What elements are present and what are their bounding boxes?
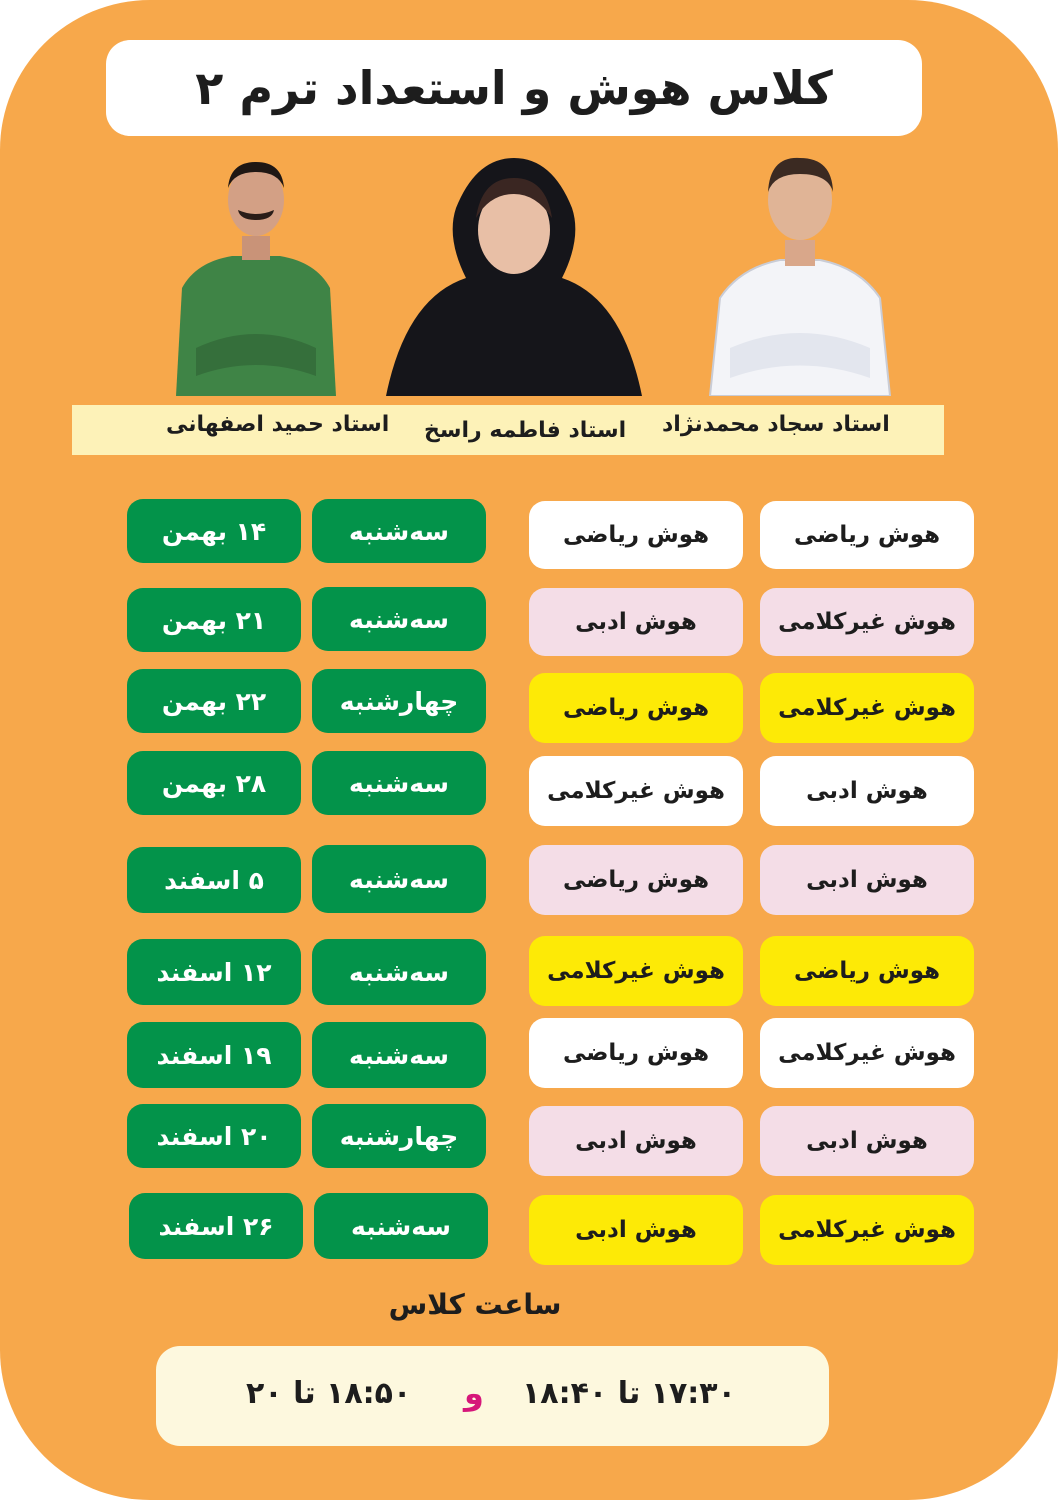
page-title: کلاس هوش و استعداد ترم ۲: [195, 61, 833, 115]
teacher-name-1: استاد سجاد محمدنژاد: [662, 412, 890, 437]
teacher-name-2: استاد فاطمه راسخ: [424, 418, 627, 443]
row6-subject-a: هوش ریاضی: [760, 936, 974, 1006]
row7-subject-b: هوش ریاضی: [529, 1018, 743, 1088]
row1-day: سه‌شنبه: [312, 499, 486, 563]
row4-subject-b: هوش غیرکلامی: [529, 756, 743, 826]
class-hours-second: ۱۸:۵۰ تا ۲۰: [246, 1376, 412, 1411]
row4-day: سه‌شنبه: [312, 751, 486, 815]
class-hours-and: و: [464, 1374, 484, 1412]
row1-date: ۱۴ بهمن: [127, 499, 301, 563]
class-hours-label: ساعت کلاس: [388, 1288, 562, 1321]
row2-subject-a: هوش غیرکلامی: [760, 588, 974, 656]
row3-day: چهارشنبه: [312, 669, 486, 733]
row4-date: ۲۸ بهمن: [127, 751, 301, 815]
row7-date: ۱۹ اسفند: [127, 1022, 301, 1088]
row1-subject-b: هوش ریاضی: [529, 501, 743, 569]
row6-day: سه‌شنبه: [312, 939, 486, 1005]
row5-day: سه‌شنبه: [312, 845, 486, 913]
row1-subject-a: هوش ریاضی: [760, 501, 974, 569]
row7-subject-a: هوش غیرکلامی: [760, 1018, 974, 1088]
row6-subject-b: هوش غیرکلامی: [529, 936, 743, 1006]
teacher-photo-black-scarf: [386, 148, 642, 396]
row3-subject-b: هوش ریاضی: [529, 673, 743, 743]
row3-date: ۲۲ بهمن: [127, 669, 301, 733]
row9-day: سه‌شنبه: [314, 1193, 488, 1259]
row2-date: ۲۱ بهمن: [127, 588, 301, 652]
row8-date: ۲۰ اسفند: [127, 1104, 301, 1168]
row3-subject-a: هوش غیرکلامی: [760, 673, 974, 743]
row9-subject-a: هوش غیرکلامی: [760, 1195, 974, 1265]
row2-subject-b: هوش ادبی: [529, 588, 743, 656]
row4-subject-a: هوش ادبی: [760, 756, 974, 826]
row6-date: ۱۲ اسفند: [127, 939, 301, 1005]
row9-date: ۲۶ اسفند: [129, 1193, 303, 1259]
teacher-name-3: استاد حمید اصفهانی: [166, 412, 390, 437]
row7-day: سه‌شنبه: [312, 1022, 486, 1088]
title-box: [106, 40, 922, 136]
teacher-photo-green-shirt: [176, 148, 336, 396]
row8-subject-b: هوش ادبی: [529, 1106, 743, 1176]
row5-subject-a: هوش ادبی: [760, 845, 974, 915]
row8-day: چهارشنبه: [312, 1104, 486, 1168]
row9-subject-b: هوش ادبی: [529, 1195, 743, 1265]
row5-subject-b: هوش ریاضی: [529, 845, 743, 915]
row2-day: سه‌شنبه: [312, 587, 486, 651]
class-hours-first: ۱۷:۳۰ تا ۱۸:۴۰: [522, 1376, 736, 1411]
row5-date: ۵ اسفند: [127, 847, 301, 913]
row8-subject-a: هوش ادبی: [760, 1106, 974, 1176]
teacher-photo-white-shirt: [700, 148, 900, 396]
